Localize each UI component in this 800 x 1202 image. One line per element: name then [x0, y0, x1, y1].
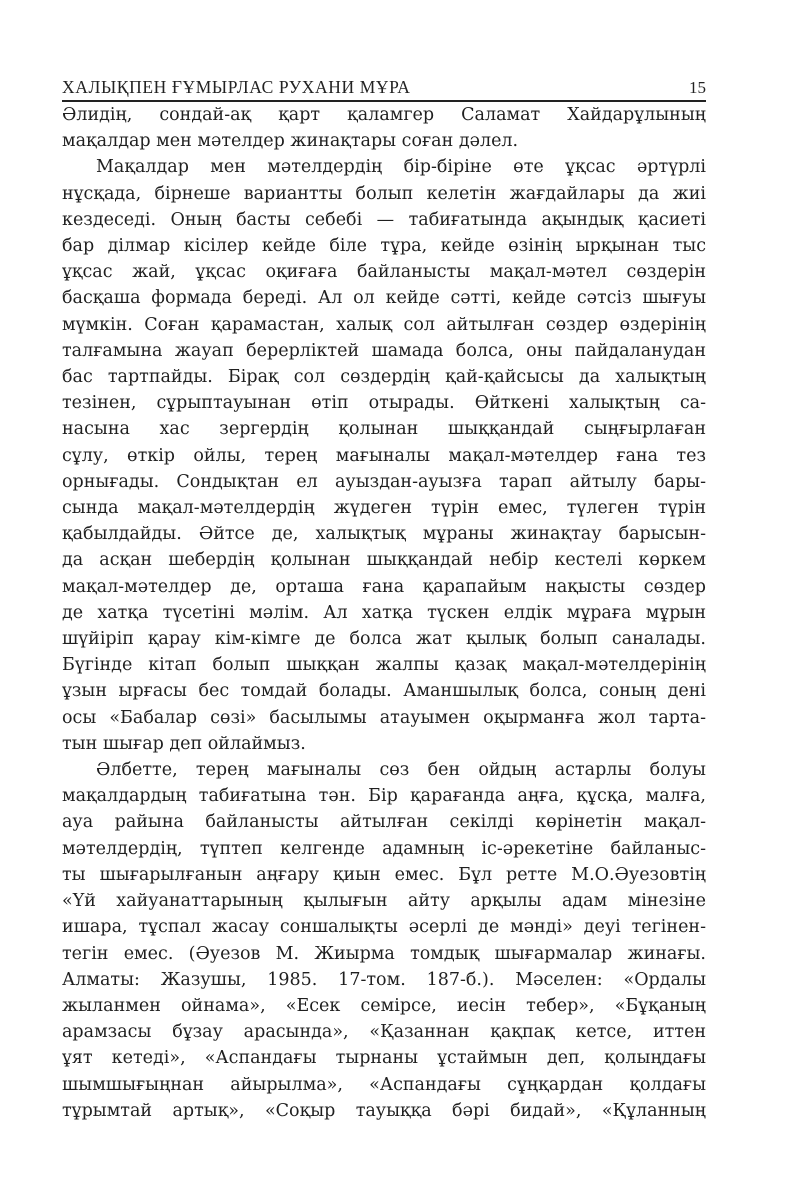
text-line: «Үй хайуанаттарының қылығын айту арқылы адам мінезіне	[62, 891, 706, 912]
text-line: де хатқа түсетіні мәлім. Ал хатқа түскен елдік мұраға мұрын	[62, 602, 706, 623]
text-line: тын шығар деп ойлаймыз.	[62, 733, 306, 754]
text-line: насына хас зергердің қолынан шыққандай сыңғырлаған	[62, 419, 706, 440]
text-line: бас тартпайды. Бірақ сол сөздердің қай-қайсысы да халықтың	[62, 367, 706, 388]
text-line: мақал-мәтелдер де, орташа ғана қарапайым нақысты сөздер	[62, 576, 706, 597]
text-line: да асқан шебердің қолынан шыққандай небір кестелі көркем	[62, 550, 706, 571]
text-line: мәтелдердің, түптеп келгенде адамның іс-әрекетіне байланыс-	[62, 838, 706, 859]
text-line: Алматы: Жазушы, 1985. 17-том. 187-б.). Мәселен: «Ордалы	[62, 969, 706, 990]
page-number: 15	[689, 78, 706, 97]
text-line: ишара, тұспал жасау соншалықты әсерлі де мәнді» деуі тегінен-	[62, 917, 706, 938]
text-line: тұрымтай артық», «Соқыр тауыққа бәрі бидай», «Құланның	[62, 1100, 706, 1121]
text-line: Әлидің, сондай-ақ қарт қаламгер Саламат Хайдарұлының	[62, 105, 706, 125]
text-line: Бүгінде кітап болып шыққан жалпы қазақ мақал-мәтелдерінің	[62, 655, 706, 676]
text-line: сында мақал-мәтелдердің жүдеген түрін емес, түлеген түрін	[62, 498, 706, 519]
text-line: Мақалдар мен мәтелдердің бір-біріне өте ұқсас әртүрлі	[96, 157, 706, 178]
text-line: ұят кетеді», «Аспандағы тырнаны ұстаймын деп, қолыңдағы	[62, 1048, 706, 1069]
text-line: жыланмен ойнама», «Есек семірсе, иесін тебер», «Бұқаның	[62, 995, 706, 1016]
text-line: кездеседі. Оның басты себебі — табиғатында ақындық қасиеті	[62, 209, 706, 230]
text-line: қабылдайды. Әйтсе де, халықтық мұраны жинақтау барысын-	[62, 524, 706, 545]
text-line: осы «Бабалар сөзі» басылымы атауымен оқырманға жол тарта-	[62, 707, 706, 728]
text-line: шымшығыңнан айырылма», «Аспандағы сұңқардан қолдағы	[62, 1074, 706, 1095]
running-header	[62, 70, 706, 102]
text-line: ауа райына байланысты айтылған секілді көрінетін мақал-	[62, 812, 706, 833]
text-line: орнығады. Сондықтан ел ауыздан-ауызға тарап айтылу бары-	[62, 471, 706, 492]
text-line: басқаша формада береді. Ал ол кейде сәтті, кейде сәтсіз шығуы	[62, 288, 706, 309]
text-line: мақалдардың табиғатына тән. Бір қарағанда аңға, құсқа, малға,	[62, 786, 706, 807]
text-line: мақалдар мен мәтелдер жинақтары соған дәлел.	[62, 131, 519, 152]
text-line: нұсқада, бірнеше вариантты болып келетін жағдайлары да жиі	[62, 183, 706, 204]
text-line: ты шығарылғанын аңғару қиын емес. Бұл ретте М.О.Әуезовтің	[62, 864, 706, 885]
running-title: ХАЛЫҚПЕН ҒҰМЫРЛАС РУХАНИ МҰРА	[62, 77, 411, 97]
text-line: сұлу, өткір ойлы, терең мағыналы мақал-мәтелдер ғана тез	[62, 445, 706, 466]
text-line: тегін емес. (Әуезов М. Жиырма томдық шығармалар жинағы.	[62, 943, 706, 964]
text-line: мүмкін. Соған қарамастан, халық сол айтылған сөздер өздерінің	[62, 314, 706, 335]
body-text	[62, 102, 706, 1124]
text-line: тезінен, сұрыптауынан өтіп отырады. Өйткені халықтың са-	[62, 393, 706, 414]
text-line: арамзасы бұзау арасында», «Қазаннан қақпақ кетсе, иттен	[62, 1022, 706, 1043]
text-line: ұзын ырғасы бес томдай болады. Аманшылық болса, соның дені	[62, 681, 706, 702]
text-line: ұқсас жай, ұқсас оқиғаға байланысты мақал-мәтел сөздерін	[62, 262, 706, 283]
text-line: бар ділмар кісілер кейде біле тұра, кейде өзінің ырқынан тыс	[62, 236, 706, 257]
text-line: шүйіріп қарау кім-кімге де болса жат қылық болып саналады.	[62, 629, 706, 650]
text-line: Әлбетте, терең мағыналы сөз бен ойдың астарлы болуы	[96, 760, 706, 781]
book-page	[62, 70, 706, 1124]
text-line: талғамына жауап берерліктей шамада болса, оны пайдаланудан	[62, 340, 706, 361]
